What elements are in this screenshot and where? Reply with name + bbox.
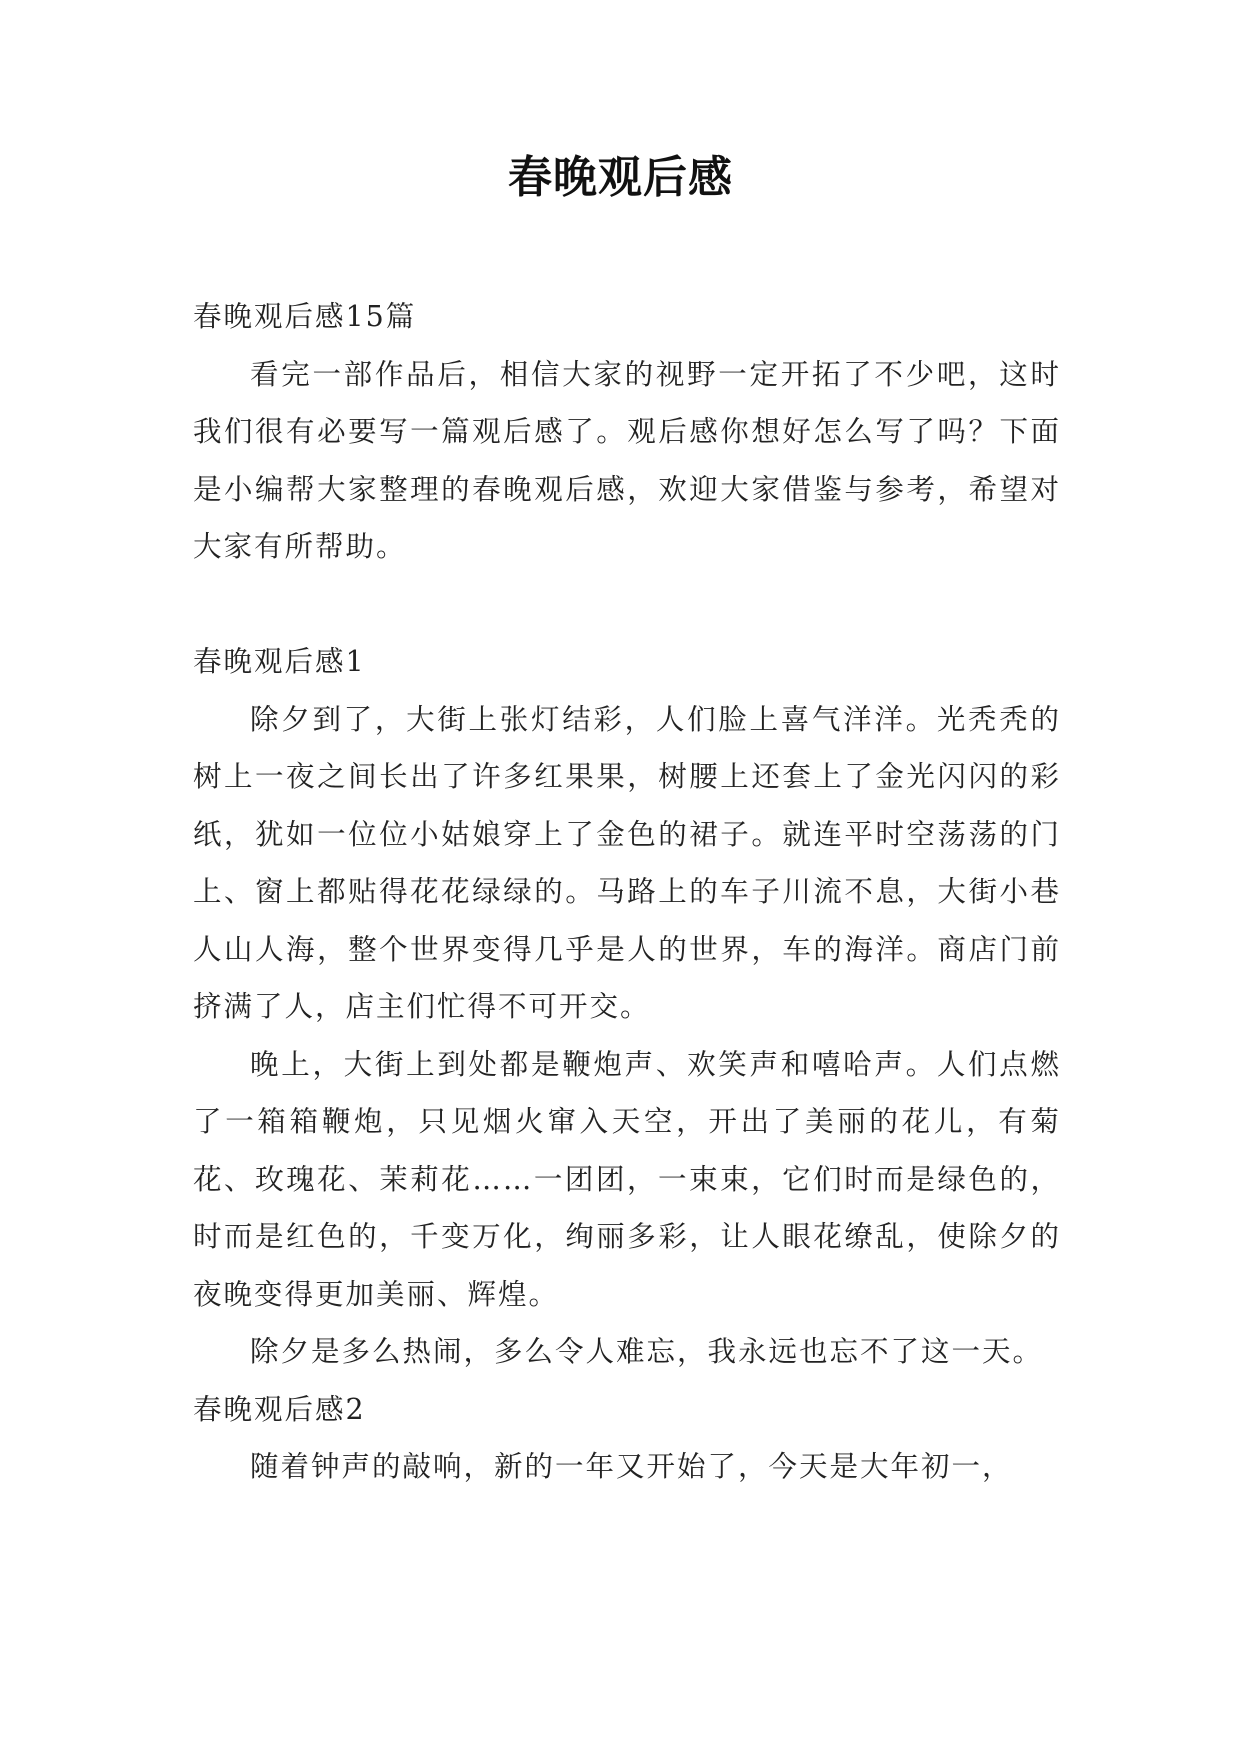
section-gap <box>193 576 1061 634</box>
section-paragraph: 除夕到了，大街上张灯结彩，人们脸上喜气洋洋。光秃秃的树上一夜之间长出了许多红果果，树腰上还套上了金光闪闪的彩纸，犹如一位位小姑娘穿上了金色的裙子。就连平时空荡荡的门上、窗上都贴得花花绿绿的。马路上的车子川流不息，大街小巷人山人海，整个世界变得几乎是人的世界，车的海洋。商店门前挤满了人，店主们忙得不可开交。 <box>193 702 1061 1023</box>
section-paragraph: 除夕是多么热闹，多么令人难忘，我永远也忘不了这一天。 <box>250 1335 1044 1368</box>
section-paragraph: 随着钟声的敲响，新的一年又开始了，今天是大年初一， <box>250 1450 1013 1483</box>
collection-subtitle: 春晚观后感15篇 <box>193 300 417 333</box>
section-heading: 春晚观后感2 <box>193 1392 366 1426</box>
document-body <box>193 288 1061 1496</box>
document-title: 春晚观后感 <box>508 152 733 203</box>
section-paragraph: 晚上，大街上到处都是鞭炮声、欢笑声和嘻哈声。人们点燃了一箱箱鞭炮，只见烟火窜入天空，开出了美丽的花儿，有菊花、玫瑰花、茉莉花……一团团，一束束，它们时而是绿色的，时而是红色的，千变万化，绚丽多彩，让人眼花缭乱，使除夕的夜晚变得更加美丽、辉煌。 <box>193 1047 1061 1311</box>
intro-paragraph: 看完一部作品后，相信大家的视野一定开拓了不少吧，这时我们很有必要写一篇观后感了。观后感你想好怎么写了吗？下面是小编帮大家整理的春晚观后感，欢迎大家借鉴与参考，希望对大家有所帮助。 <box>193 357 1061 563</box>
section-heading: 春晚观后感1 <box>193 645 366 678</box>
